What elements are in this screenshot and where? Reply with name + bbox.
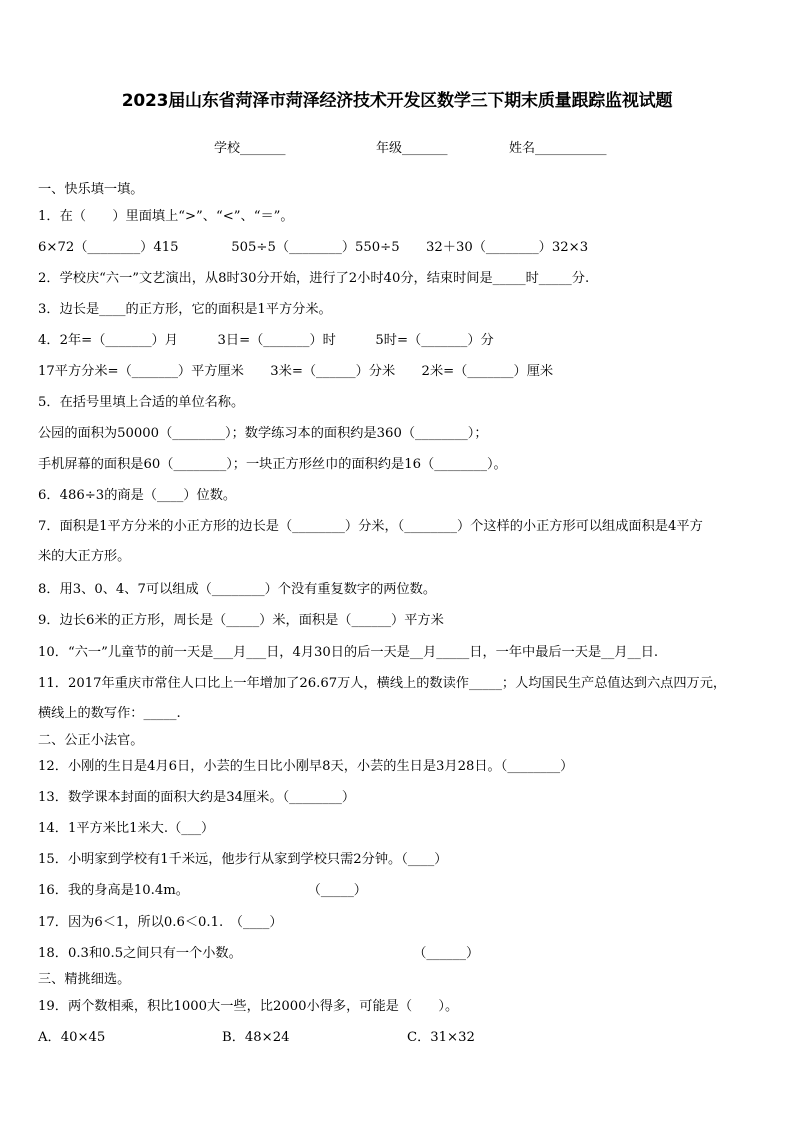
question-line: 6．486÷3的商是（____）位数。 [38,488,237,503]
question-line: 19．两个数相乘，积比1000大一些，比2000小得多，可能是（ ）。 [38,999,459,1014]
question-line: 14．1平方米比1米大.（___） [38,821,215,836]
section-heading: 三、精挑细选。 [38,972,131,987]
question-line: 公园的面积为50000（________）；数学练习本的面积约是360（________）； [38,426,488,441]
question-line: 3．边长是____的正方形，它的面积是1平方分米。 [38,302,332,317]
question-line: 17平方分米=（_______）平方厘米 3米=（______）分米 2米=（_______）厘米 [38,364,554,379]
question-line: 16．我的身高是10.4m。 （_____） [38,883,367,898]
question-line: 15．小明家到学校有1千米远，他步行从家到学校只需2分钟。（____） [38,852,448,867]
option-b: B．48×24 [222,1030,290,1045]
question-line: 17．因为6＜1，所以0.6＜0.1. （____） [38,915,283,930]
section-heading: 一、快乐填一填。 [38,182,144,197]
question-line: 7．面积是1平方分米的小正方形的边长是（________）分米，（________）个这样的小正方形可以组成面积是4平方 [38,519,703,534]
question-line: 10．“六一”儿童节的前一天是___月___日，4月30日的后一天是__月_____日，一年中最后一天是__月__日. [38,645,659,660]
grade-field: 年级_______ [376,141,448,156]
question-line: 11．2017年重庆市常住人口比上一年增加了26.67万人，横线上的数读作_____；人均国民生产总值达到六点四万元， [38,676,727,691]
question-line: 4．2年=（_______）月 3日=（_______）时 5时=（_______）分 [38,333,494,348]
question-line: 1．在（ ）里面填上“>”、“<”、“＝”。 [38,209,294,224]
question-line: 手机屏幕的面积是60（________）；一块正方形丝巾的面积约是16（________）。 [38,457,507,472]
question-line: 12．小刚的生日是4月6日，小芸的生日比小刚早8天，小芸的生日是3月28日。（________） [38,759,574,774]
question-line: 横线上的数写作：_____. [38,706,181,721]
page-title: 2023届山东省菏泽市菏泽经济技术开发区数学三下期末质量跟踪监视试题 [121,91,673,111]
question-line: 18．0.3和0.5之间只有一个小数。 （______） [38,946,480,961]
question-line: 2．学校庆“六一”文艺演出，从8时30分开始，进行了2小时40分，结束时间是_____时_____分. [38,271,590,286]
option-a: A．40×45 [38,1030,106,1045]
question-line: 8．用3、0、4、7可以组成（________）个没有重复数字的两位数。 [38,582,437,597]
question-line: 米的大正方形。 [38,549,131,564]
question-line: 9．边长6米的正方形，周长是（_____）米，面积是（______）平方米 [38,613,444,628]
question-line: 6×72（________）415 505÷5（________）550÷5 32＋30（________）32×3 [38,240,589,255]
school-field: 学校_______ [214,141,286,156]
name-field: 姓名___________ [509,141,607,156]
option-c: C．31×32 [407,1030,475,1045]
section-heading: 二、公正小法官。 [38,733,144,748]
question-line: 5．在括号里填上合适的单位名称。 [38,395,245,410]
question-line: 13．数学课本封面的面积大约是34厘米。（________） [38,790,356,805]
